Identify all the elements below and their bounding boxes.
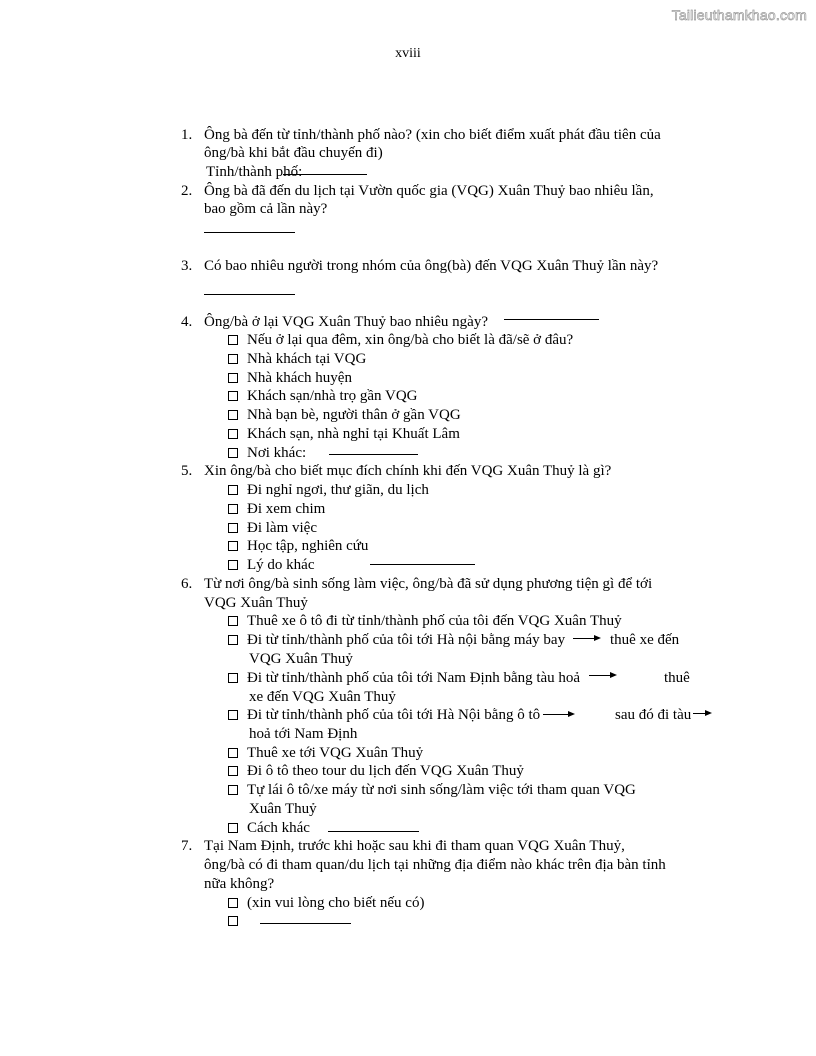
q1-text-line1: Ông bà đến từ tỉnh/thành phố nào? (xin cho biết điểm xuất phát đầu tiên của — [204, 127, 661, 143]
q4-other-line[interactable] — [329, 454, 418, 455]
q6-option-label: Đi từ tỉnh/thành phố của tôi tới Hà nội bằng máy bay — [247, 632, 566, 648]
q6-option-label: xe đến VQG Xuân Thuỷ — [249, 689, 396, 705]
checkbox[interactable] — [228, 916, 238, 926]
q6-option[interactable] — [228, 631, 565, 650]
arrow-icon — [693, 713, 706, 714]
q6-option[interactable] — [228, 669, 580, 688]
q4-option-label: Nhà khách tại VQG — [247, 351, 367, 367]
q6-option-label: VQG Xuân Thuỷ — [249, 651, 353, 667]
q6-option[interactable] — [228, 706, 540, 725]
q7-option-label: (xin vui lòng cho biết nếu có) — [247, 895, 425, 911]
q6-option-label: Đi từ tỉnh/thành phố của tôi tới Hà Nội bằng ô tô — [247, 707, 541, 723]
q5-option-label: Đi nghỉ ngơi, thư giãn, du lịch — [247, 482, 429, 498]
q6-option-label: Thuê xe tới VQG Xuân Thuỷ — [247, 745, 424, 761]
checkbox[interactable] — [228, 391, 238, 401]
checkbox[interactable] — [228, 785, 238, 795]
q4-answer-line[interactable] — [504, 319, 599, 320]
q4-option-label: Khách sạn, nhà nghỉ tại Khuất Lâm — [247, 426, 460, 442]
q5-option[interactable] — [228, 519, 317, 538]
q6-option[interactable] — [228, 819, 310, 838]
q5-other-line[interactable] — [370, 564, 475, 565]
q6-option-label: Cách khác — [247, 820, 310, 836]
checkbox[interactable] — [228, 898, 238, 908]
checkbox[interactable] — [228, 523, 238, 533]
checkbox[interactable] — [228, 541, 238, 551]
q7-number: 7. — [181, 838, 193, 854]
q4-option[interactable] — [228, 444, 306, 463]
checkbox[interactable] — [228, 766, 238, 776]
q4-option[interactable] — [228, 406, 461, 425]
q6-option-label: Đi ô tô theo tour du lịch đến VQG Xuân Thuỷ — [247, 763, 524, 779]
q4-option[interactable] — [228, 425, 460, 444]
q3-text-line1: Có bao nhiêu người trong nhóm của ông(bà) đến VQG Xuân Thuỷ lần này? — [204, 258, 659, 274]
q1-province-label: Tỉnh/thành phố: — [206, 164, 303, 180]
q4-option-label: Khách sạn/nhà trọ gần VQG — [247, 388, 418, 404]
q1-answer-line[interactable] — [283, 174, 367, 175]
checkbox[interactable] — [228, 748, 238, 758]
checkbox[interactable] — [228, 616, 238, 626]
q7-text-line3: nữa không? — [204, 876, 275, 892]
checkbox[interactable] — [228, 448, 238, 458]
q6-option-label: Tự lái ô tô/xe máy từ nơi sinh sống/làm việc tới tham quan VQG — [247, 782, 636, 798]
q5-option-label: Lý do khác — [247, 557, 315, 573]
q2-text-line2: bao gồm cả lần này? — [204, 201, 328, 217]
q6-option-label: sau đó đi tàu — [615, 707, 692, 723]
checkbox[interactable] — [228, 673, 238, 683]
checkbox[interactable] — [228, 373, 238, 383]
checkbox[interactable] — [228, 560, 238, 570]
q6-option[interactable] — [228, 762, 524, 781]
q5-option[interactable] — [228, 556, 314, 575]
q2-answer-line[interactable] — [204, 232, 295, 233]
q4-option-label: Nơi khác: — [247, 445, 307, 461]
q2-text-line1: Ông bà đã đến du lịch tại Vườn quốc gia (VQG) Xuân Thuỷ bao nhiêu lần, — [204, 183, 654, 199]
checkbox[interactable] — [228, 710, 238, 720]
q6-text-line1: Từ nơi ông/bà sinh sống làm việc, ông/bà đã sử dụng phương tiện gì để tới — [204, 576, 653, 592]
q3-number: 3. — [181, 258, 193, 274]
checkbox[interactable] — [228, 635, 238, 645]
q2-number: 2. — [181, 183, 193, 199]
q4-option-label: Nhà khách huyện — [247, 370, 352, 386]
q4-option[interactable] — [228, 387, 418, 406]
q7-text-line1: Tại Nam Định, trước khi hoặc sau khi đi tham quan VQG Xuân Thuỷ, — [204, 838, 625, 854]
arrow-icon — [543, 714, 569, 715]
q6-option-label: Thuê xe ô tô đi từ tỉnh/thành phố của tôi đến VQG Xuân Thuỷ — [247, 613, 622, 629]
checkbox[interactable] — [228, 504, 238, 514]
checkbox[interactable] — [228, 429, 238, 439]
q4-option-label: Nhà bạn bè, người thân ở gần VQG — [247, 407, 461, 423]
q5-option-label: Đi làm việc — [247, 520, 317, 536]
q7-text-line2: ông/bà có đi tham quan/du lịch tại những địa điểm nào khác trên địa bàn tỉnh — [204, 857, 666, 873]
q1-text-line2: ông/bà khi bắt đầu chuyến đi) — [204, 145, 383, 161]
page-number: xviii — [395, 46, 421, 61]
q4-option[interactable] — [228, 369, 352, 388]
q7-option-blank[interactable] — [228, 912, 247, 931]
q5-option[interactable] — [228, 500, 325, 519]
q5-number: 5. — [181, 463, 193, 479]
q4-option[interactable] — [228, 350, 366, 369]
q7-answer-line[interactable] — [260, 923, 351, 924]
q4-number: 4. — [181, 314, 193, 330]
watermark: Tailieuthamkhao.com — [671, 7, 807, 23]
checkbox[interactable] — [228, 823, 238, 833]
q6-option[interactable] — [228, 744, 423, 763]
q6-option-label: hoả tới Nam Định — [249, 726, 358, 742]
q4-option-label: Nếu ở lại qua đêm, xin ông/bà cho biết là đã/sẽ ở đâu? — [247, 332, 574, 348]
q5-option-label: Đi xem chim — [247, 501, 326, 517]
checkbox[interactable] — [228, 485, 238, 495]
q3-answer-line[interactable] — [204, 294, 295, 295]
q6-option-label: thuê xe đến — [610, 632, 680, 648]
q6-option-label: Đi từ tỉnh/thành phố của tôi tới Nam Định bằng tàu hoả — [247, 670, 581, 686]
q6-option-label: thuê — [664, 670, 690, 686]
arrow-icon — [573, 638, 595, 639]
q6-number: 6. — [181, 576, 193, 592]
q6-other-line[interactable] — [328, 831, 419, 832]
q6-option[interactable] — [228, 612, 622, 631]
q4-text-line1: Ông/bà ở lại VQG Xuân Thuỷ bao nhiêu ngày? — [204, 314, 488, 330]
q6-option-label: Xuân Thuỷ — [249, 801, 317, 817]
q4-option[interactable] — [228, 331, 573, 350]
q5-option[interactable] — [228, 537, 368, 556]
q6-text-line2: VQG Xuân Thuỷ — [204, 595, 308, 611]
q7-option[interactable] — [228, 894, 424, 913]
checkbox[interactable] — [228, 335, 238, 345]
q1-number: 1. — [181, 127, 193, 143]
q5-text-line1: Xin ông/bà cho biết mục đích chính khi đến VQG Xuân Thuỷ là gì? — [204, 463, 612, 479]
arrow-icon — [589, 675, 611, 676]
q5-option-label: Học tập, nghiên cứu — [247, 538, 369, 554]
checkbox[interactable] — [228, 410, 238, 420]
checkbox[interactable] — [228, 354, 238, 364]
q5-option[interactable] — [228, 481, 429, 500]
q6-option[interactable] — [228, 781, 636, 800]
